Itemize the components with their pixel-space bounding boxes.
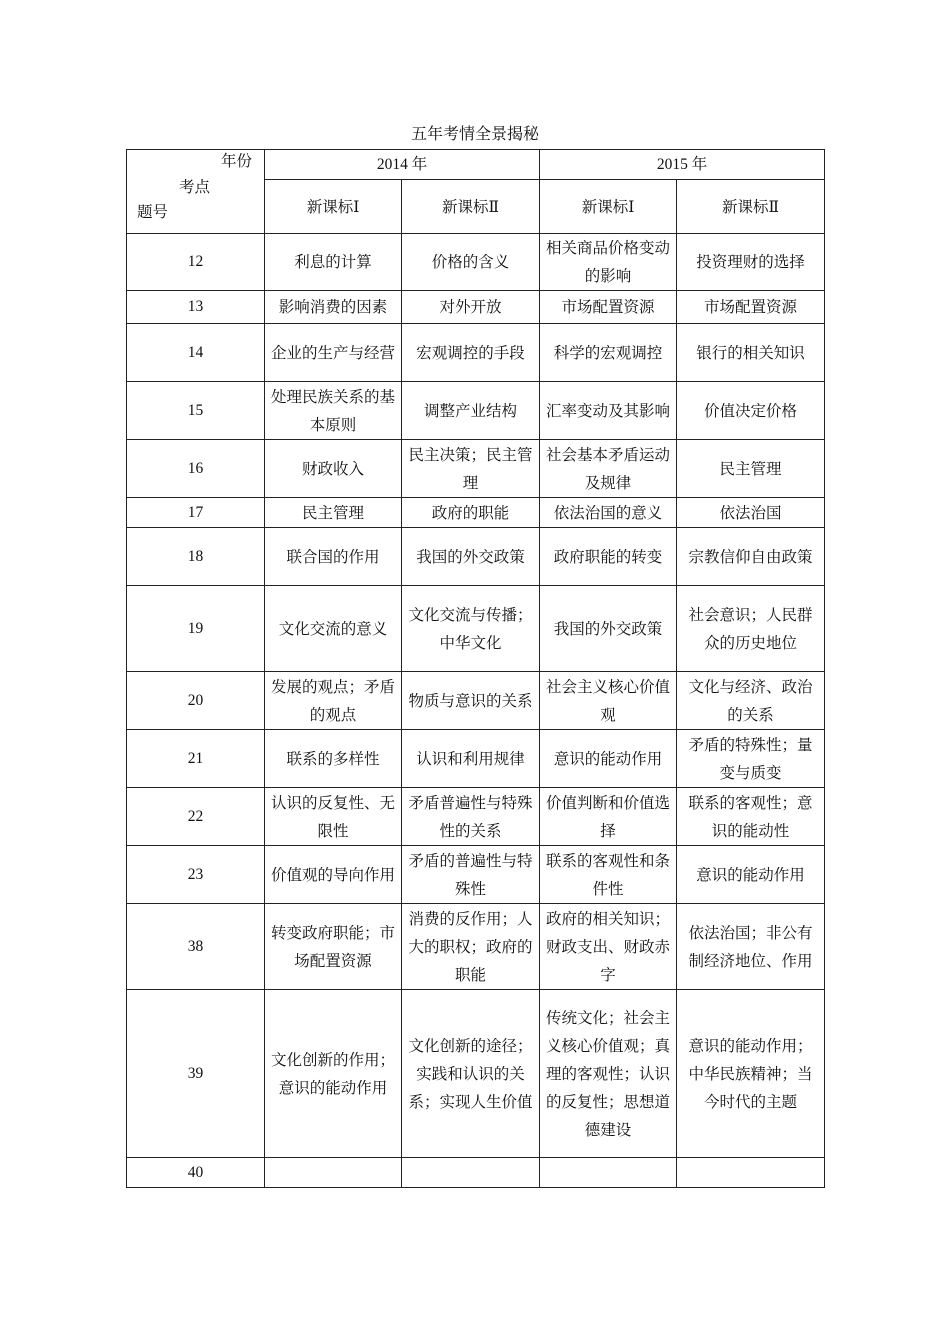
table-row xyxy=(127,498,825,528)
table-row xyxy=(127,440,825,498)
topic-cell: 意识的能动作用 xyxy=(540,730,677,788)
topic-cell: 价值判断和价值选择 xyxy=(540,788,677,846)
topic-cell: 企业的生产与经营 xyxy=(265,324,402,382)
topic-cell: 联系的客观性；意识的能动性 xyxy=(677,788,825,846)
question-number: 17 xyxy=(127,498,265,528)
topic-cell: 相关商品价格变动的影响 xyxy=(540,234,677,291)
question-number: 40 xyxy=(127,1158,265,1188)
topic-cell xyxy=(265,1158,402,1188)
topic-cell: 转变政府职能；市场配置资源 xyxy=(265,904,402,990)
table-row xyxy=(127,291,825,324)
topic-cell: 我国的外交政策 xyxy=(402,528,540,586)
topic-cell: 民主管理 xyxy=(677,440,825,498)
question-number: 16 xyxy=(127,440,265,498)
topic-cell: 矛盾的普遍性与特殊性 xyxy=(402,846,540,904)
corner-year-label: 年份 xyxy=(221,152,253,170)
table-row xyxy=(127,382,825,440)
table-row xyxy=(127,846,825,904)
topic-cell: 价值决定价格 xyxy=(677,382,825,440)
table-row xyxy=(127,324,825,382)
topic-cell: 价值观的导向作用 xyxy=(265,846,402,904)
table-row xyxy=(127,586,825,672)
topic-cell: 银行的相关知识 xyxy=(677,324,825,382)
topic-cell: 矛盾的特殊性；量变与质变 xyxy=(677,730,825,788)
table-row xyxy=(127,730,825,788)
topic-cell: 意识的能动作用；中华民族精神；当今时代的主题 xyxy=(677,990,825,1158)
topic-cell: 发展的观点；矛盾的观点 xyxy=(265,672,402,730)
topic-cell: 政府的相关知识；财政支出、财政赤字 xyxy=(540,904,677,990)
topic-cell: 物质与意识的关系 xyxy=(402,672,540,730)
topic-cell: 联系的客观性和条件性 xyxy=(540,846,677,904)
topic-cell: 联系的多样性 xyxy=(265,730,402,788)
question-number: 39 xyxy=(127,990,265,1158)
topic-cell: 认识的反复性、无限性 xyxy=(265,788,402,846)
topic-cell: 文化与经济、政治的关系 xyxy=(677,672,825,730)
table-row xyxy=(127,234,825,291)
question-number: 23 xyxy=(127,846,265,904)
topic-cell: 对外开放 xyxy=(402,291,540,324)
paper-header: 新课标Ⅰ xyxy=(540,180,677,234)
paper-header: 新课标Ⅱ xyxy=(402,180,540,234)
year-header-2014: 2014 年 xyxy=(265,150,540,180)
topic-cell: 文化交流的意义 xyxy=(265,586,402,672)
question-number: 15 xyxy=(127,382,265,440)
corner-point-label: 考点 xyxy=(179,178,211,196)
question-number: 14 xyxy=(127,324,265,382)
topic-cell: 宗教信仰自由政策 xyxy=(677,528,825,586)
question-number: 21 xyxy=(127,730,265,788)
topic-cell: 意识的能动作用 xyxy=(677,846,825,904)
topic-cell: 汇率变动及其影响 xyxy=(540,382,677,440)
topic-cell: 消费的反作用；人大的职权；政府的职能 xyxy=(402,904,540,990)
topic-cell: 科学的宏观调控 xyxy=(540,324,677,382)
table-row xyxy=(127,528,825,586)
topic-cell: 矛盾普遍性与特殊性的关系 xyxy=(402,788,540,846)
topic-cell xyxy=(402,1158,540,1188)
question-number: 20 xyxy=(127,672,265,730)
topic-cell: 调整产业结构 xyxy=(402,382,540,440)
corner-number-label: 题号 xyxy=(137,203,169,221)
topic-cell: 市场配置资源 xyxy=(540,291,677,324)
header-row-years xyxy=(127,150,825,180)
topic-cell: 宏观调控的手段 xyxy=(402,324,540,382)
topic-cell: 文化创新的途径；实践和认识的关系；实现人生价值 xyxy=(402,990,540,1158)
topic-cell: 依法治国；非公有制经济地位、作用 xyxy=(677,904,825,990)
topic-cell: 利息的计算 xyxy=(265,234,402,291)
topic-cell: 文化交流与传播；中华文化 xyxy=(402,586,540,672)
topic-cell: 民主管理 xyxy=(265,498,402,528)
table-row xyxy=(127,788,825,846)
paper-header: 新课标Ⅱ xyxy=(677,180,825,234)
question-number: 38 xyxy=(127,904,265,990)
topic-cell: 政府职能的转变 xyxy=(540,528,677,586)
topic-cell: 依法治国的意义 xyxy=(540,498,677,528)
topic-cell: 我国的外交政策 xyxy=(540,586,677,672)
topic-cell xyxy=(540,1158,677,1188)
topic-cell xyxy=(677,1158,825,1188)
topic-cell: 认识和利用规律 xyxy=(402,730,540,788)
topic-cell: 财政收入 xyxy=(265,440,402,498)
table-row xyxy=(127,990,825,1158)
year-header-2015: 2015 年 xyxy=(540,150,825,180)
topic-cell: 联合国的作用 xyxy=(265,528,402,586)
topic-cell: 社会基本矛盾运动及规律 xyxy=(540,440,677,498)
topic-cell: 社会意识；人民群众的历史地位 xyxy=(677,586,825,672)
topic-cell: 文化创新的作用；意识的能动作用 xyxy=(265,990,402,1158)
corner-header-cell xyxy=(127,150,265,234)
table-row xyxy=(127,904,825,990)
paper-header: 新课标Ⅰ xyxy=(265,180,402,234)
question-number: 19 xyxy=(127,586,265,672)
topic-cell: 处理民族关系的基本原则 xyxy=(265,382,402,440)
topic-cell: 投资理财的选择 xyxy=(677,234,825,291)
topic-cell: 政府的职能 xyxy=(402,498,540,528)
topic-cell: 价格的含义 xyxy=(402,234,540,291)
question-number: 22 xyxy=(127,788,265,846)
topic-cell: 传统文化；社会主义核心价值观；真理的客观性；认识的反复性；思想道德建设 xyxy=(540,990,677,1158)
table-row xyxy=(127,1158,825,1188)
topic-cell: 市场配置资源 xyxy=(677,291,825,324)
topic-cell: 社会主义核心价值观 xyxy=(540,672,677,730)
question-number: 13 xyxy=(127,291,265,324)
table-row xyxy=(127,672,825,730)
question-number: 18 xyxy=(127,528,265,586)
question-number: 12 xyxy=(127,234,265,291)
topic-cell: 依法治国 xyxy=(677,498,825,528)
exam-topic-table xyxy=(126,149,825,1188)
topic-cell: 影响消费的因素 xyxy=(265,291,402,324)
page-title: 五年考情全景揭秘 xyxy=(410,124,539,143)
topic-cell: 民主决策；民主管理 xyxy=(402,440,540,498)
